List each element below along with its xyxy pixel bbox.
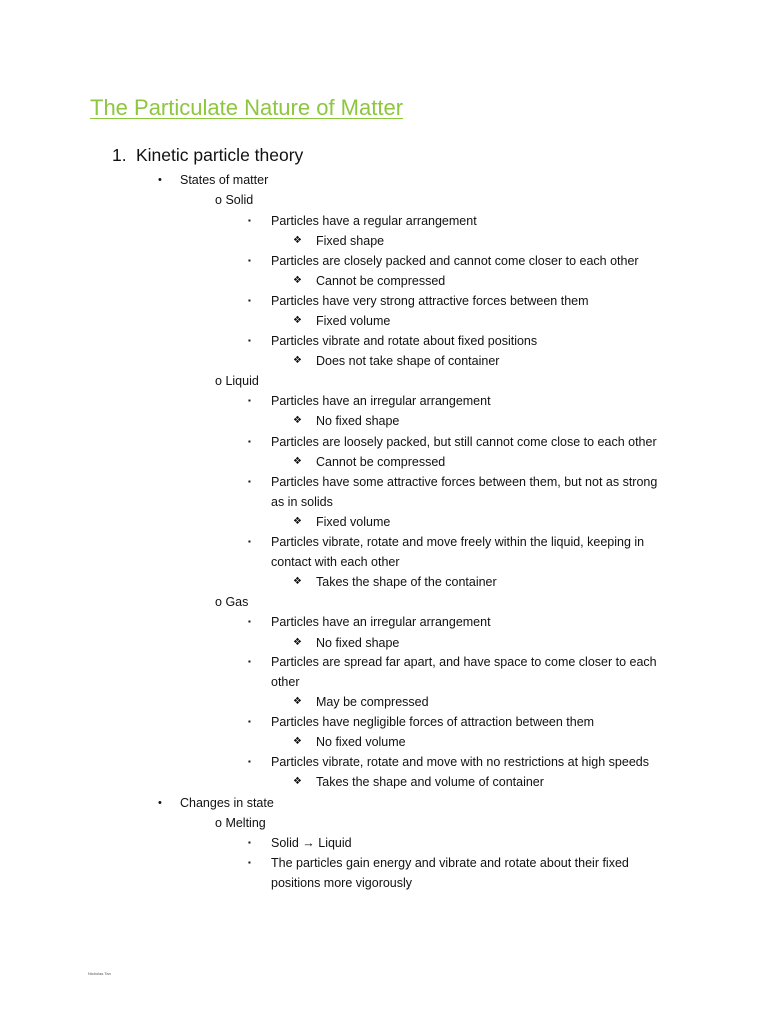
bullet-diamond: ❖ <box>293 736 302 747</box>
list-item: ❖ Cannot be compressed <box>316 452 445 472</box>
bullet-square: ▪ <box>248 717 251 726</box>
list-item: ❖ No fixed shape <box>316 411 399 431</box>
list-item: ❖ Fixed shape <box>316 231 384 251</box>
section-heading-text: Kinetic particle theory <box>136 145 304 165</box>
bullet-circle: o <box>215 193 222 207</box>
list-item-states-of-matter: • States of matter <box>180 170 268 190</box>
bullet-disc: • <box>158 174 162 186</box>
bullet-square: ▪ <box>248 296 251 305</box>
bullet-circle: o <box>215 595 222 609</box>
bullet-square: ▪ <box>248 216 251 225</box>
list-item: ❖ Cannot be compressed <box>316 271 445 291</box>
bullet-square: ▪ <box>248 838 251 847</box>
list-item: ▪ Particles have a regular arrangement <box>271 211 477 231</box>
list-item-continuation: positions more vigorously <box>271 876 413 890</box>
list-item: ▪ Solid → Liquid <box>271 833 352 853</box>
section-heading <box>112 145 303 166</box>
list-item: ▪ Particles have some attractive forces between them, but not as strong <box>271 472 657 492</box>
bullet-diamond: ❖ <box>293 776 302 787</box>
bullet-diamond: ❖ <box>293 235 302 246</box>
list-item: ▪ Particles have an irregular arrangement <box>271 612 491 632</box>
list-item-continuation: as in solids <box>271 495 333 509</box>
list-item: ▪ Particles are spread far apart, and have space to come closer to each <box>271 652 657 672</box>
bullet-disc: • <box>158 797 162 809</box>
bullet-square: ▪ <box>248 477 251 486</box>
footer-author: Nicholas Tan <box>88 971 111 976</box>
bullet-square: ▪ <box>248 396 251 405</box>
list-item-gas: o Gas <box>215 595 249 609</box>
bullet-square: ▪ <box>248 537 251 546</box>
document-title: The Particulate Nature of Matter <box>90 95 404 120</box>
bullet-square: ▪ <box>248 336 251 345</box>
section-number: 1. <box>112 145 127 165</box>
bullet-diamond: ❖ <box>293 355 302 366</box>
list-item: ❖ Does not take shape of container <box>316 351 499 371</box>
list-item-continuation: other <box>271 675 300 689</box>
list-item-continuation: contact with each other <box>271 555 400 569</box>
list-item: ▪ The particles gain energy and vibrate and rotate about their fixed <box>271 853 629 873</box>
list-item: ▪ Particles are closely packed and cannot come closer to each other <box>271 251 639 271</box>
bullet-diamond: ❖ <box>293 576 302 587</box>
list-item: ▪ Particles vibrate and rotate about fixed positions <box>271 331 537 351</box>
bullet-square: ▪ <box>248 617 251 626</box>
list-item: ▪ Particles vibrate, rotate and move with no restrictions at high speeds <box>271 752 649 772</box>
bullet-diamond: ❖ <box>293 456 302 467</box>
bullet-square: ▪ <box>248 437 251 446</box>
list-item: ❖ No fixed shape <box>316 633 399 653</box>
list-item-liquid: o Liquid <box>215 374 259 388</box>
bullet-diamond: ❖ <box>293 637 302 648</box>
list-item: ▪ Particles have very strong attractive forces between them <box>271 291 589 311</box>
list-item: ▪ Particles have an irregular arrangement <box>271 391 491 411</box>
list-item: ▪ Particles are loosely packed, but still cannot come close to each other <box>271 432 657 452</box>
bullet-square: ▪ <box>248 858 251 867</box>
bullet-diamond: ❖ <box>293 415 302 426</box>
bullet-square: ▪ <box>248 757 251 766</box>
list-item-melting: o Melting <box>215 816 266 830</box>
list-item: ▪ Particles vibrate, rotate and move freely within the liquid, keeping in <box>271 532 644 552</box>
list-item: ❖ May be compressed <box>316 692 429 712</box>
list-item-changes-in-state: • Changes in state <box>180 793 274 813</box>
bullet-diamond: ❖ <box>293 516 302 527</box>
bullet-diamond: ❖ <box>293 275 302 286</box>
list-item: ❖ Takes the shape and volume of container <box>316 772 544 792</box>
bullet-square: ▪ <box>248 657 251 666</box>
bullet-circle: o <box>215 816 222 830</box>
list-item: ❖ Fixed volume <box>316 512 390 532</box>
list-item: ▪ Particles have negligible forces of attraction between them <box>271 712 594 732</box>
list-item-solid: o Solid <box>215 193 254 207</box>
bullet-diamond: ❖ <box>293 315 302 326</box>
bullet-square: ▪ <box>248 256 251 265</box>
list-item: ❖ No fixed volume <box>316 732 406 752</box>
list-item: ❖ Fixed volume <box>316 311 390 331</box>
bullet-circle: o <box>215 374 222 388</box>
list-item: ❖ Takes the shape of the container <box>316 572 497 592</box>
bullet-diamond: ❖ <box>293 696 302 707</box>
